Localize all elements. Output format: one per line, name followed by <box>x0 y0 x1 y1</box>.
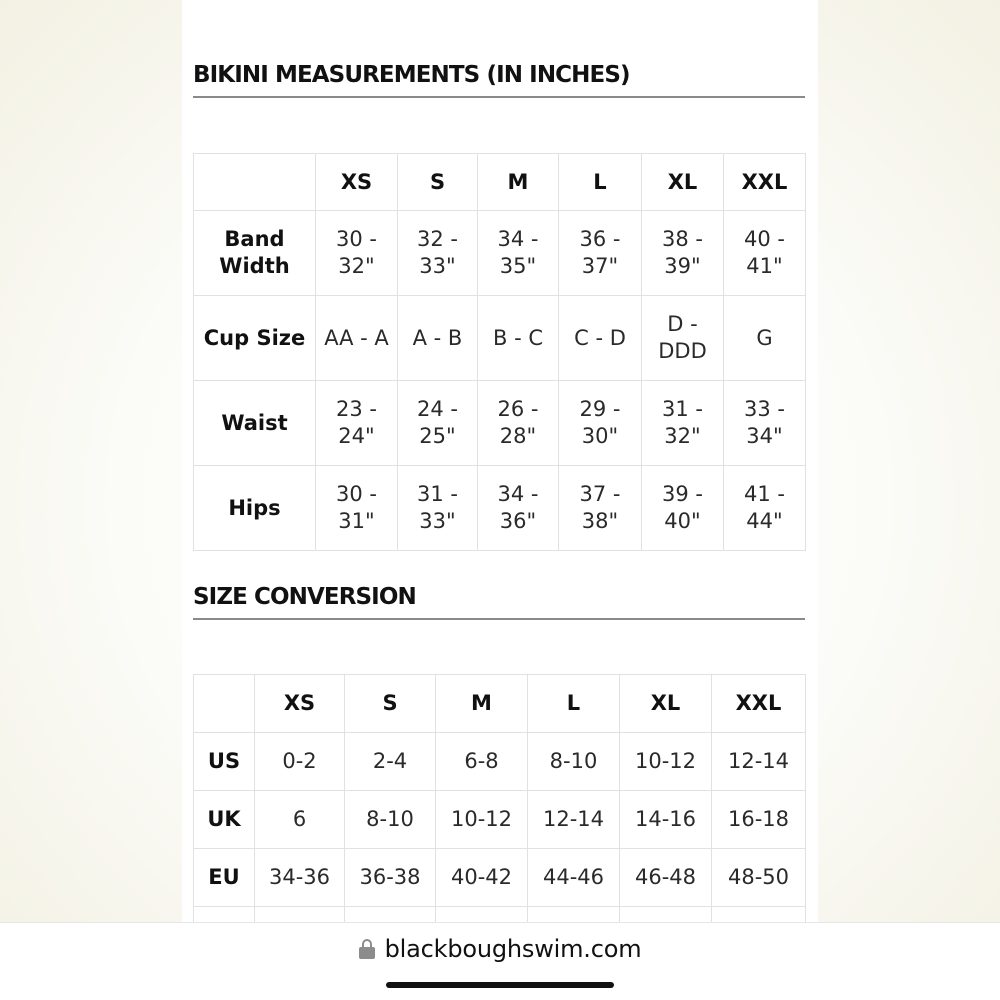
table-row <box>194 791 806 849</box>
table-cell: 14-16 <box>620 791 712 849</box>
table-cell: 34 - 35" <box>478 211 559 296</box>
table-cell: 44-46 <box>528 849 620 907</box>
table-cell: 10-12 <box>620 733 712 791</box>
table-cell: 34 - 36" <box>478 466 559 551</box>
table-cell <box>528 907 620 923</box>
table-row <box>194 381 806 466</box>
table-cell: 6-8 <box>436 733 528 791</box>
table-row <box>194 466 806 551</box>
table-cell: 39 - 40" <box>642 466 724 551</box>
header-cell: XS <box>255 675 345 733</box>
table-row <box>194 733 806 791</box>
table-cell: 37 - 38" <box>559 466 642 551</box>
table-cell: 38 - 39" <box>642 211 724 296</box>
table-cell: 12-14 <box>528 791 620 849</box>
web-page <box>182 0 818 922</box>
table-cell: 2-4 <box>345 733 436 791</box>
row-label: UK <box>194 791 255 849</box>
table-cell: 36-38 <box>345 849 436 907</box>
table-cell <box>255 907 345 923</box>
lock-icon <box>359 939 375 959</box>
table-cell: B - C <box>478 296 559 381</box>
table-cell: 41 - 44" <box>724 466 806 551</box>
table-row <box>194 296 806 381</box>
table-cell: 8-10 <box>528 733 620 791</box>
row-label: US <box>194 733 255 791</box>
row-label: Band Width <box>194 211 316 296</box>
table-header-row <box>194 675 806 733</box>
url-container[interactable] <box>0 935 1000 963</box>
table-cell: A - B <box>398 296 478 381</box>
table-cell: 48-50 <box>712 849 806 907</box>
measurements-title: BIKINI MEASUREMENTS (IN INCHES) <box>193 62 805 98</box>
row-label: EU <box>194 849 255 907</box>
table-header-row <box>194 154 806 211</box>
table-cell: 16-18 <box>712 791 806 849</box>
table-cell: 40 - 41" <box>724 211 806 296</box>
row-label: Hips <box>194 466 316 551</box>
browser-address-bar[interactable] <box>0 922 1000 1000</box>
header-cell: XS <box>316 154 398 211</box>
header-cell: S <box>345 675 436 733</box>
table-cell: 31 - 33" <box>398 466 478 551</box>
header-cell: M <box>478 154 559 211</box>
header-cell: XL <box>642 154 724 211</box>
table-cell: 12-14 <box>712 733 806 791</box>
table-row <box>194 211 806 296</box>
row-label: Cup Size <box>194 296 316 381</box>
header-cell <box>194 675 255 733</box>
header-cell: XXL <box>712 675 806 733</box>
row-label: Waist <box>194 381 316 466</box>
table-row <box>194 849 806 907</box>
table-cell: 46-48 <box>620 849 712 907</box>
table-cell: 30 - 31" <box>316 466 398 551</box>
table-cell: 36 - 37" <box>559 211 642 296</box>
conversion-title: SIZE CONVERSION <box>193 584 805 620</box>
table-cell <box>345 907 436 923</box>
table-cell: 24 - 25" <box>398 381 478 466</box>
table-cell: 34-36 <box>255 849 345 907</box>
table-cell: 6 <box>255 791 345 849</box>
table-cell: C - D <box>559 296 642 381</box>
measurements-table <box>193 153 806 551</box>
table-cell: 0-2 <box>255 733 345 791</box>
header-cell: S <box>398 154 478 211</box>
table-cell: 23 - 24" <box>316 381 398 466</box>
conversion-table <box>193 674 806 922</box>
url-text[interactable]: blackboughswim.com <box>384 935 642 963</box>
table-cell <box>194 907 255 923</box>
table-cell: 8-10 <box>345 791 436 849</box>
home-indicator[interactable] <box>386 982 614 988</box>
header-cell: XL <box>620 675 712 733</box>
table-cell: 10-12 <box>436 791 528 849</box>
table-cell <box>436 907 528 923</box>
table-cell: D - DDD <box>642 296 724 381</box>
header-cell: M <box>436 675 528 733</box>
table-cell: 30 - 32" <box>316 211 398 296</box>
table-cell: 29 - 30" <box>559 381 642 466</box>
table-cell <box>620 907 712 923</box>
table-cell: 26 - 28" <box>478 381 559 466</box>
header-cell: XXL <box>724 154 806 211</box>
table-cell: 31 - 32" <box>642 381 724 466</box>
table-cell: AA - A <box>316 296 398 381</box>
table-cell: 32 - 33" <box>398 211 478 296</box>
header-cell: L <box>559 154 642 211</box>
table-cell: 40-42 <box>436 849 528 907</box>
table-row-partial <box>194 907 806 923</box>
table-cell <box>712 907 806 923</box>
header-cell: L <box>528 675 620 733</box>
table-cell: 33 - 34" <box>724 381 806 466</box>
header-cell <box>194 154 316 211</box>
table-cell: G <box>724 296 806 381</box>
